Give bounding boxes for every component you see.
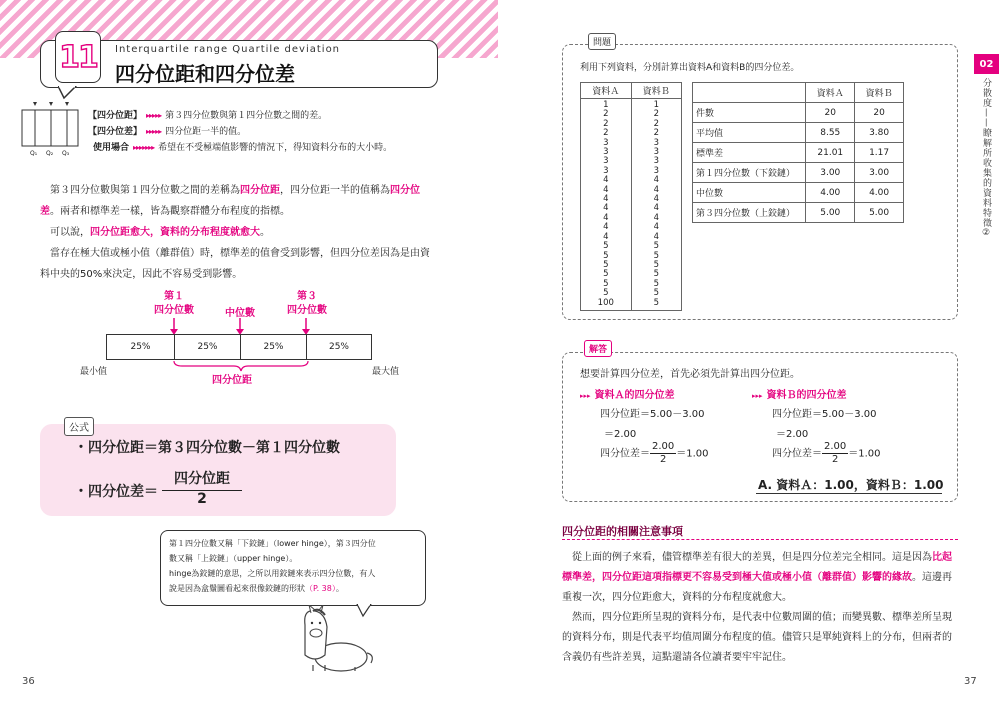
heading-text: 資料Ｂ的四分位差 xyxy=(766,390,847,401)
formula-qd-numerator: 四分位距 xyxy=(162,468,242,491)
note-text: 說是因為盒鬚圖看起來很像鉸鏈的形狀 xyxy=(169,584,305,593)
data-cell: 4 xyxy=(653,203,659,214)
note-bubble xyxy=(160,530,426,606)
text: 料中央的50%來決定，因此不容易受到影響。 xyxy=(40,269,243,280)
stats-table xyxy=(692,82,904,223)
data-cell: 3 xyxy=(603,165,609,176)
answer-tag: 解答 xyxy=(584,340,612,357)
key-text: 第３四分位數與第１四分位數之間的差。 xyxy=(165,111,328,121)
problem-text: 利用下列資料，分別計算出資料A和資料B的四分位差。 xyxy=(580,63,800,73)
q1-line2: 四分位數 xyxy=(154,305,194,316)
text: 。 xyxy=(260,227,270,238)
denominator: 2 xyxy=(831,454,839,465)
text: 從上面的例子來看，儘管標準差有很大的差異，但是四分位差完全相同。這是因為 xyxy=(572,552,932,563)
data-cell: 5 xyxy=(603,259,609,270)
table-cell: 5.00 xyxy=(855,203,904,223)
emphasis: 四分位距愈大，資料的分布程度就愈大 xyxy=(90,227,260,238)
formula-box xyxy=(40,424,396,516)
emphasis: 標準差，四分位距這項指標更不容易受到極大值或極小值（離群值）影響的緣故 xyxy=(562,572,912,583)
median-heading: 中位數 xyxy=(225,308,255,319)
data-cell: 3 xyxy=(653,147,659,158)
q3-line1: 第３ xyxy=(297,291,317,302)
key-label: 【四分位差】 xyxy=(88,127,143,137)
data-cell: 5 xyxy=(603,250,609,261)
q2-label: Q₂ xyxy=(46,150,54,157)
table-header xyxy=(693,83,806,103)
table-header: 資料Ｂ xyxy=(855,83,904,103)
formula-tag: 公式 xyxy=(64,417,94,436)
term-qd: 四分位 xyxy=(390,185,420,196)
table-cell: 4.00 xyxy=(855,183,904,203)
max-label: 最大值 xyxy=(372,367,400,377)
text: 含義仍有些許差異，這點還請各位讀者要牢牢記住。 xyxy=(562,652,792,663)
data-cell: 4 xyxy=(603,203,609,214)
data-cell: 2 xyxy=(603,109,609,120)
answer-intro: 想要計算四分位差，首先必須先計算出四分位距。 xyxy=(580,369,800,380)
table-cell: 第１四分位數（下鉸鏈） xyxy=(693,163,806,183)
table-cell: 3.00 xyxy=(855,163,904,183)
data-col-b xyxy=(631,99,681,311)
chapter-number: 11 xyxy=(55,31,101,83)
text: 重複一次，四分位距愈大，資料的分布程度就愈大。 xyxy=(562,592,792,603)
notes-paragraph xyxy=(562,548,962,668)
table-cell: 21.01 xyxy=(806,143,855,163)
section-title: 四分位距的相關注意事項 xyxy=(562,525,683,538)
segment-1: 25% xyxy=(106,334,174,360)
table-cell: 1.17 xyxy=(855,143,904,163)
intro-paragraph xyxy=(40,180,460,285)
section-divider xyxy=(562,539,958,540)
table-cell: 4.00 xyxy=(806,183,855,203)
page-number-right: 37 xyxy=(964,676,977,687)
raw-data-table xyxy=(580,82,682,311)
data-cell: 5 xyxy=(603,278,609,289)
heading-text: 資料Ａ的四分位差 xyxy=(594,390,675,401)
emphasis: 比起 xyxy=(932,552,952,563)
data-cell: 3 xyxy=(603,156,609,167)
text: 四分位差＝ xyxy=(772,448,822,460)
horse-mascot-icon xyxy=(285,605,375,675)
data-cell: 2 xyxy=(653,109,659,120)
chapter-title-box xyxy=(40,40,438,88)
key-label: 【四分位距】 xyxy=(88,111,143,121)
data-cell: 5 xyxy=(653,269,659,280)
table-header: 資料Ａ xyxy=(581,83,632,99)
data-cell: 4 xyxy=(653,184,659,195)
q1-line1: 第１ xyxy=(164,291,184,302)
key-row-usage xyxy=(93,140,392,153)
data-cell: 5 xyxy=(603,269,609,280)
q3-heading xyxy=(282,290,332,318)
data-cell: 4 xyxy=(603,212,609,223)
table-cell: 中位數 xyxy=(693,183,806,203)
data-cell: 2 xyxy=(653,128,659,139)
data-cell: 5 xyxy=(603,241,609,252)
data-cell: 2 xyxy=(603,128,609,139)
numerator: 2.00 xyxy=(652,441,675,452)
table-cell: 標準差 xyxy=(693,143,806,163)
chapter-subtitle-en: Interquartile range Quartile deviation xyxy=(115,44,341,55)
data-cell: 4 xyxy=(603,222,609,233)
data-cell: 1 xyxy=(603,100,609,110)
data-cell: 4 xyxy=(653,194,659,205)
data-cell: 5 xyxy=(653,259,659,270)
page-number-left: 36 xyxy=(22,676,35,687)
data-cell: 5 xyxy=(653,250,659,261)
table-cell: 8.55 xyxy=(806,123,855,143)
table-cell: 第３四分位數（上鉸鏈） xyxy=(693,203,806,223)
data-col-a xyxy=(581,99,632,311)
arrow-icon: ▸▸▸▸▸ xyxy=(146,111,162,120)
text: 當存在極大值或極小值（離群值）時，標準差的值會受到影響，但四分位差因為是由資 xyxy=(50,248,430,259)
segment-4: 25% xyxy=(306,334,372,360)
table-cell: 5.00 xyxy=(806,203,855,223)
data-cell: 3 xyxy=(653,137,659,148)
data-cell: 2 xyxy=(603,118,609,129)
data-cell: 4 xyxy=(603,194,609,205)
side-chapter-text: 分散度——瞭解所收集的資料特徵② xyxy=(981,78,991,239)
table-header: 資料Ｂ xyxy=(631,83,681,99)
answer-b-line2: ＝2.00 xyxy=(776,429,809,440)
table-cell: 20 xyxy=(806,103,855,123)
q1-label: Q₁ xyxy=(30,150,38,157)
data-cell: 5 xyxy=(653,241,659,252)
text: 。這邊再 xyxy=(912,572,952,583)
table-cell: 平均值 xyxy=(693,123,806,143)
note-text: 第１四分位數又稱「下鉸鏈」（lower hinge），第３四分位 xyxy=(169,539,376,548)
answer-a-heading xyxy=(580,386,675,401)
data-cell: 3 xyxy=(653,156,659,167)
data-cell: 4 xyxy=(653,231,659,242)
term-iqr: 四分位距 xyxy=(240,185,280,196)
q3-label: Q₃ xyxy=(62,150,70,157)
answer-a-line3 xyxy=(600,441,709,466)
final-answer-underline xyxy=(756,493,942,494)
formula-iqr: ・四分位距＝第３四分位數－第１四分位數 xyxy=(74,440,340,456)
data-cell: 5 xyxy=(653,288,659,299)
table-cell: 件數 xyxy=(693,103,806,123)
key-label: 使用場合 xyxy=(93,143,130,153)
arrow-icon: ▸▸▸ xyxy=(752,392,763,400)
table-header: 資料Ａ xyxy=(806,83,855,103)
table-cell: 20 xyxy=(855,103,904,123)
text: 然而，四分位距所呈現的資料分布，是代表中位數周圍的值；而變異數、標準差所呈現 xyxy=(572,612,952,623)
formula-qd-denominator: 2 xyxy=(197,491,207,507)
answer-a-line1: 四分位距＝5.00－3.00 xyxy=(600,409,705,420)
q3-line2: 四分位數 xyxy=(287,305,327,316)
page-ref-link[interactable]: （P. 38） xyxy=(305,584,336,593)
key-text: 希望在不受極端值影響的情況下，得知資料分布的大小時。 xyxy=(158,143,393,153)
key-row-iqr xyxy=(88,108,327,121)
fraction xyxy=(650,441,676,466)
table-row xyxy=(693,143,904,163)
data-cell: 5 xyxy=(653,278,659,289)
table-row xyxy=(693,183,904,203)
key-text: 四分位距一半的值。 xyxy=(165,127,247,137)
answer-b-line1: 四分位距＝5.00－3.00 xyxy=(772,409,877,420)
data-cell: 3 xyxy=(603,137,609,148)
table-row xyxy=(693,163,904,183)
problem-tag: 問題 xyxy=(588,33,616,50)
iqr-label: 四分位距 xyxy=(212,375,252,386)
arrow-icon: ▸▸▸▸▸▸▸ xyxy=(133,143,155,152)
data-cell: 4 xyxy=(603,175,609,186)
text: 可以說， xyxy=(50,227,90,238)
table-row xyxy=(693,123,904,143)
min-label: 最小值 xyxy=(80,367,108,377)
data-cell: 2 xyxy=(653,118,659,129)
table-cell: 3.80 xyxy=(855,123,904,143)
arrow-icon: ▸▸▸▸▸ xyxy=(146,127,162,136)
table-row xyxy=(693,203,904,223)
data-cell: 4 xyxy=(603,184,609,195)
data-cell: 4 xyxy=(653,175,659,186)
data-cell: 5 xyxy=(603,288,609,299)
segment-3: 25% xyxy=(240,334,306,360)
note-text: 數又稱「上鉸鏈」（upper hinge）。 xyxy=(169,554,298,563)
data-cell: 4 xyxy=(653,212,659,223)
text: ＝1.00 xyxy=(676,448,709,460)
numerator: 2.00 xyxy=(824,441,847,452)
text: 。兩者和標準差一樣，皆為觀察群體分布程度的指標。 xyxy=(50,206,290,217)
final-answer: A. 資料Ａ：1.00，資料Ｂ：1.00 xyxy=(758,478,944,492)
text: ＝1.00 xyxy=(848,448,881,460)
note-text: hinge為鉸鏈的意思，之所以用鉸鏈來表示四分位數，有人 xyxy=(169,569,376,578)
formula-qd-lhs: ・四分位差＝ xyxy=(74,484,158,500)
data-cell: 3 xyxy=(653,165,659,176)
answer-b-line3 xyxy=(772,441,881,466)
text: ，四分位距一半的值稱為 xyxy=(280,185,390,196)
fraction xyxy=(822,441,848,466)
answer-b-heading xyxy=(752,386,847,401)
arrow-icon: ▸▸▸ xyxy=(580,392,591,400)
key-row-qd xyxy=(88,124,246,137)
data-cell: 1 xyxy=(653,100,659,110)
chapter-side-tab[interactable]: 02 xyxy=(974,54,999,74)
data-cell: 4 xyxy=(603,231,609,242)
table-row xyxy=(693,103,904,123)
answer-a-line2: ＝2.00 xyxy=(604,429,637,440)
table-cell: 3.00 xyxy=(806,163,855,183)
data-cell: 4 xyxy=(653,222,659,233)
q1-heading xyxy=(150,290,198,318)
segment-2: 25% xyxy=(174,334,240,360)
text: 第３四分位數與第１四分位數之間的差稱為 xyxy=(50,185,240,196)
text: 四分位差＝ xyxy=(600,448,650,460)
term-qd-end: 差 xyxy=(40,206,50,217)
denominator: 2 xyxy=(659,454,667,465)
data-cell: 3 xyxy=(603,147,609,158)
note-text: 。 xyxy=(335,584,344,593)
data-cell: 100 xyxy=(597,297,614,308)
text: 的資料分布，則是代表平均值周圍分布程度的值。儘管只是單純資料上的分布，但兩者的 xyxy=(562,632,952,643)
data-cell: 5 xyxy=(653,297,659,308)
chapter-title: 四分位距和四分位差 xyxy=(115,62,295,86)
